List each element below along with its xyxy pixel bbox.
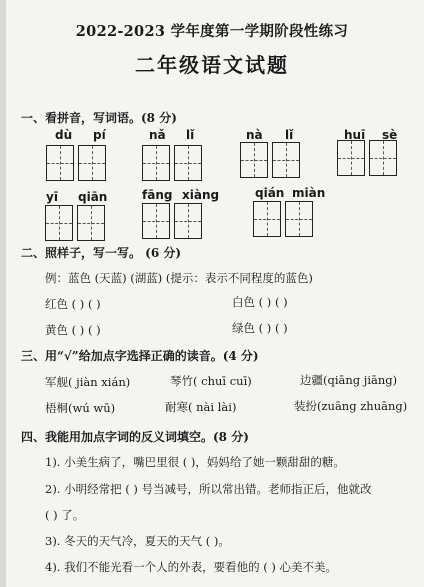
section2-row: 绿色 ( ) ( ) [232, 321, 288, 335]
section3-item[interactable]: 琴竹( chuī cuī) [170, 374, 252, 388]
writing-box[interactable] [142, 145, 170, 181]
pinyin-label: pí [93, 128, 106, 142]
section4-heading: 四、我能用加点字词的反义词填空。(8 分) [21, 430, 249, 444]
writing-box[interactable] [272, 142, 300, 178]
writing-box-group[interactable] [253, 201, 313, 237]
writing-box-group[interactable] [46, 145, 106, 181]
writing-box[interactable] [285, 201, 313, 237]
section2-example: 例：蓝色 (天蓝) (湖蓝) (提示：表示不同程度的蓝色) [45, 271, 313, 285]
writing-box[interactable] [369, 140, 397, 176]
writing-box-group[interactable] [337, 140, 397, 176]
pinyin-label: lǐ [186, 128, 195, 142]
pinyin-label: lǐ [285, 128, 294, 142]
section2-row: 黄色 ( ) ( ) [45, 323, 101, 337]
pinyin-label: nà [246, 128, 263, 142]
section3-item[interactable]: 军舰( jiàn xián) [45, 375, 131, 389]
writing-box[interactable] [240, 142, 268, 178]
writing-box[interactable] [77, 205, 105, 241]
writing-box[interactable] [78, 145, 106, 181]
pinyin-label: nǎ [149, 128, 166, 142]
exam-subtitle: 二年级语文试题 [135, 53, 289, 77]
pinyin-label: huī [344, 128, 366, 142]
pinyin-label: qiān [78, 190, 108, 204]
section3-item[interactable]: 装扮(zuāng zhuāng) [294, 399, 408, 413]
pinyin-label: qián [255, 186, 285, 200]
section4-line: ( ) 了。 [45, 508, 85, 522]
writing-box[interactable] [142, 203, 170, 239]
section3-heading: 三、用“√”给加点字选择正确的读音。(4 分) [21, 349, 259, 363]
section4-line: 2). 小明经常把 ( ) 号当减号，所以常出错。老师指正后，他就改 [45, 482, 372, 496]
section4-line: 1). 小美生病了，嘴巴里很 ( )，妈妈给了她一颗甜甜的糖。 [45, 455, 345, 469]
writing-box[interactable] [174, 145, 202, 181]
writing-box-group[interactable] [142, 203, 202, 239]
pinyin-label: dù [55, 128, 73, 142]
section1-heading: 一、看拼音，写词语。(8 分) [21, 111, 177, 125]
pinyin-label: sè [382, 128, 398, 142]
section2-heading: 二、照样子，写一写。 (6 分) [21, 246, 182, 260]
writing-box[interactable] [253, 201, 281, 237]
writing-box[interactable] [45, 205, 73, 241]
pinyin-label: miàn [292, 186, 326, 200]
writing-box[interactable] [46, 145, 74, 181]
writing-box-group[interactable] [45, 205, 105, 241]
exam-title: 2022-2023 学年度第一学期阶段性练习 [75, 23, 349, 40]
page-edge-shadow [0, 0, 6, 587]
writing-box[interactable] [337, 140, 365, 176]
pinyin-label: xiàng [182, 188, 220, 202]
section3-item[interactable]: 梧桐(wú wū) [45, 401, 116, 415]
writing-box-group[interactable] [240, 142, 300, 178]
section2-row: 红色 ( ) ( ) [45, 297, 101, 311]
section4-line: 4). 我们不能光看一个人的外表，要看他的 ( ) 心美不美。 [45, 560, 338, 574]
writing-box-group[interactable] [142, 145, 202, 181]
writing-box[interactable] [174, 203, 202, 239]
section3-item[interactable]: 耐寒( nài lài) [165, 400, 237, 414]
section2-row: 白色 ( ) ( ) [232, 295, 288, 309]
section4-line: 3). 冬天的天气冷，夏天的天气 ( )。 [45, 534, 230, 548]
pinyin-label: yī [46, 190, 58, 204]
pinyin-label: fāng [142, 188, 173, 202]
section3-item[interactable]: 边疆(qiāng jiāng) [300, 373, 398, 387]
